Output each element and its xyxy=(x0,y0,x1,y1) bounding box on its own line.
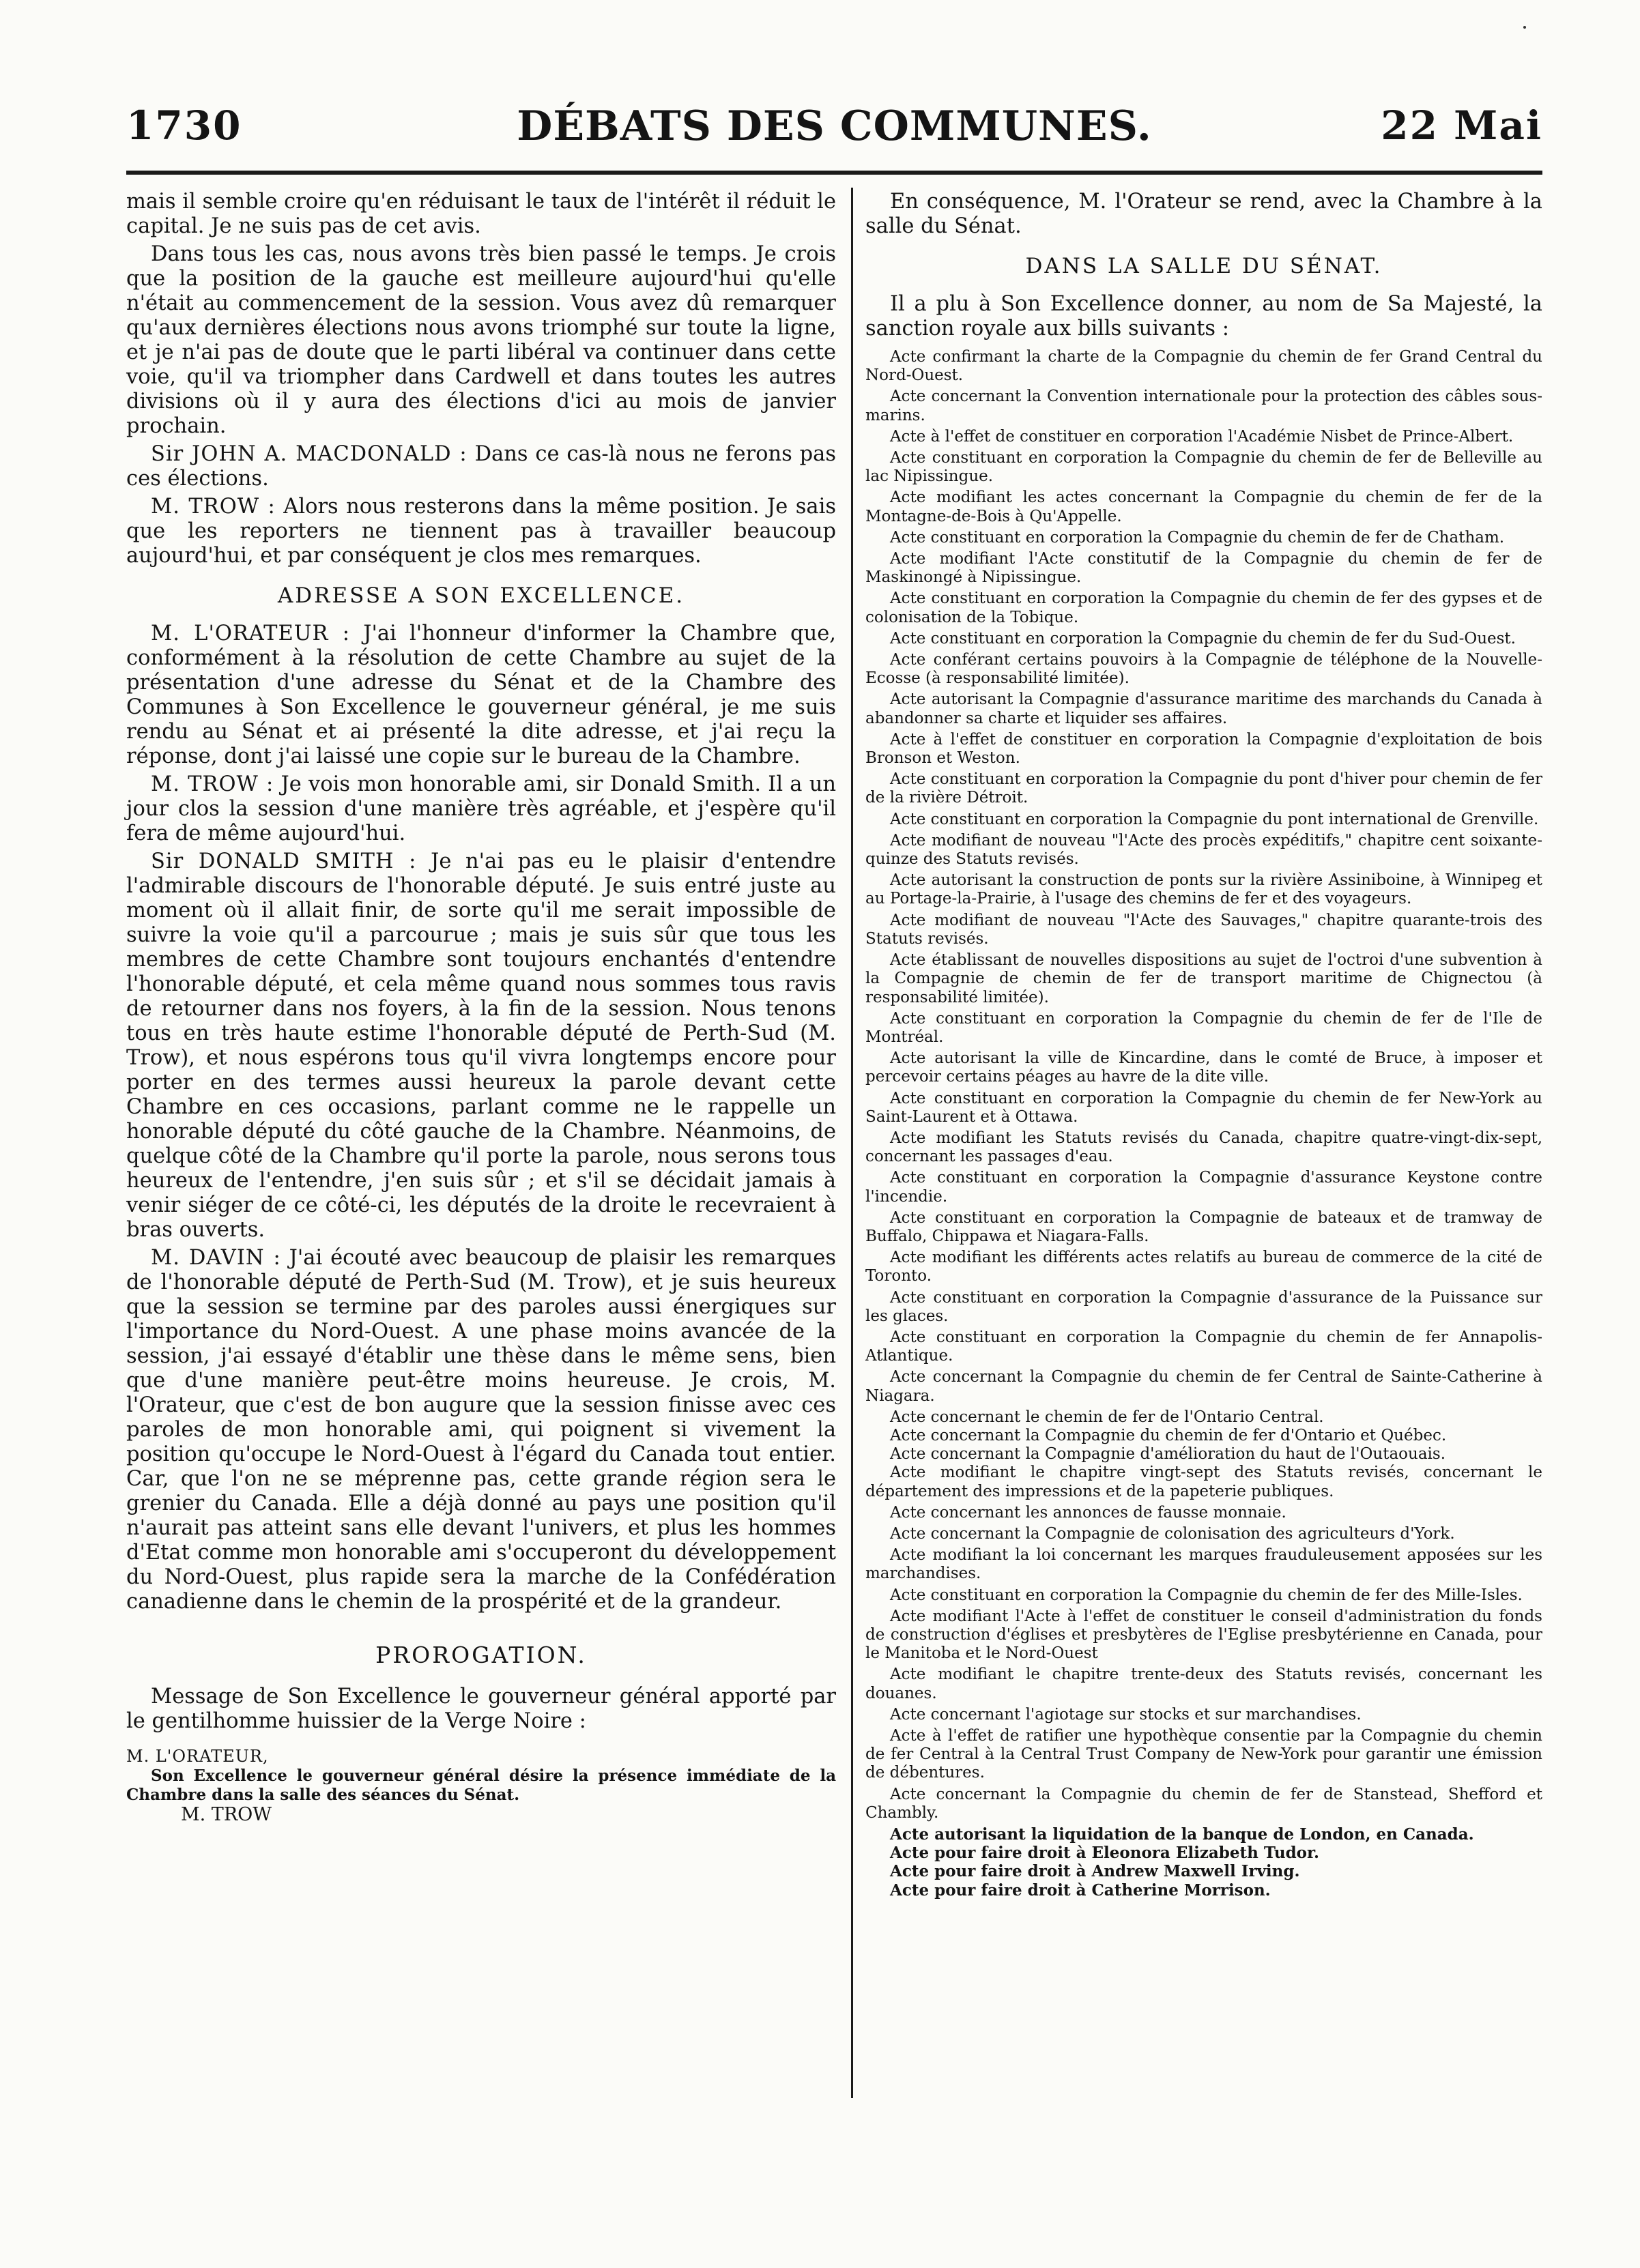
act-item: Acte concernant la Compagnie de colonisation des agriculteurs d'York. xyxy=(890,1524,1455,1543)
act-item: Acte constituant en corporation la Compagnie du chemin de fer du Sud-Ouest. xyxy=(890,629,1516,648)
act-item: Acte pour faire droit à Eleonora Elizabeth Tudor. xyxy=(890,1844,1320,1863)
speech-text: J'ai l'honneur d'informer la Chambre que, conformément à la résolution de cette Chambre au sujet de la présentation d'une adresse du Sénat et de la Chambre des Communes à Son Excellence le gouverneur général, je me suis rendu au Sénat et ai présenté la dite adresse, et j'ai reçu la réponse, dont j'ai laissé une copie sur le bureau de la Chambre. xyxy=(126,622,836,768)
act-item: Acte constituant en corporation la Compagnie du chemin de fer de Belleville au lac Nipissingue. xyxy=(865,449,1542,486)
page-number: 1730 xyxy=(126,102,242,149)
speaker-name: M. L'ORATEUR : xyxy=(151,622,350,645)
message-signature: M. TROW xyxy=(181,1804,272,1825)
act-item: Acte constituant en corporation la Compagnie du chemin de fer de Chatham. xyxy=(890,528,1505,547)
act-item: Acte à l'effet de constituer en corporation l'Académie Nisbet de Prince-Albert. xyxy=(890,427,1514,446)
act-item: Acte modifiant la loi concernant les marques frauduleusement apposées sur les marchandises. xyxy=(865,1546,1542,1583)
act-item: Acte constituant en corporation la Compagnie de bateaux et de tramway de Buffalo, Chippawa et Niagara-Falls. xyxy=(865,1208,1542,1245)
speaker-name: M. TROW : xyxy=(151,772,274,796)
act-item: Acte confirmant la charte de la Compagnie du chemin de fer Grand Central du Nord-Ouest. xyxy=(865,348,1542,385)
act-item: Acte modifiant les actes concernant la Compagnie du chemin de fer de la Montagne-de-Bois à Qu'Appelle. xyxy=(865,489,1542,525)
act-item: Acte pour faire droit à Catherine Morrison. xyxy=(890,1880,1271,1900)
act-item: Acte constituant en corporation la Compagnie du chemin de fer New-York au Saint-Laurent et à Ottawa. xyxy=(865,1089,1542,1126)
page-header xyxy=(126,102,1542,150)
right-column xyxy=(865,190,1542,1900)
act-item: Acte concernant la Compagnie du chemin de fer Central de Sainte-Catherine à Niagara. xyxy=(865,1368,1542,1405)
act-item: Acte établissant de nouvelles dispositions au sujet de l'octroi d'une subvention à la Compagnie de chemin de fer de transport maritime de Chignectou (à responsabilité limitée). xyxy=(865,951,1542,1006)
act-item: Acte modifiant les Statuts revisés du Canada, chapitre quatre-vingt-dix-sept, concernant les passages d'eau. xyxy=(865,1129,1542,1166)
speaker-name: M. TROW : xyxy=(151,495,276,519)
act-item: Acte constituant en corporation la Compagnie d'assurance Keystone contre l'incendie. xyxy=(865,1169,1542,1206)
speaker-name: M. DAVIN : xyxy=(151,1246,281,1270)
section-heading: ADRESSE A SON EXCELLENCE. xyxy=(277,583,685,608)
speech-text: Alors nous resterons dans la même position. Je sais que les reporters ne tiennent pas à travailler beaucoup aujourd'hui, et par conséquent je clos mes remarques. xyxy=(126,495,836,568)
speech xyxy=(126,772,836,846)
page-date: 22 Mai xyxy=(1381,102,1542,149)
speaker-name: Sir DONALD SMITH : xyxy=(151,849,417,873)
act-item: Acte concernant la Compagnie du chemin de fer d'Ontario et Québec. xyxy=(890,1426,1447,1444)
speech xyxy=(126,495,836,568)
act-item: Acte autorisant la Compagnie d'assurance maritime des marchands du Canada à abandonner sa charte et liquider ses affaires. xyxy=(865,690,1542,727)
speaker-name: Sir JOHN A. MACDONALD : xyxy=(151,442,467,466)
act-item: Acte constituant en corporation la Compagnie du pont international de Grenville. xyxy=(890,810,1539,828)
act-item: Acte autorisant la liquidation de la banque de London, en Canada. xyxy=(890,1825,1474,1844)
column-divider xyxy=(851,188,853,2098)
section-heading: PROROGATION. xyxy=(375,1642,587,1668)
act-item: Acte constituant en corporation la Compagnie du chemin de fer Annapolis-Atlantique. xyxy=(865,1328,1542,1365)
act-item: Acte concernant la Compagnie d'amélioration du haut de l'Outaouais. xyxy=(890,1445,1446,1464)
act-item: Acte concernant la Convention internationale pour la protection des câbles sous-marins. xyxy=(865,388,1542,424)
act-item: Acte modifiant de nouveau "l'Acte des procès expéditifs," chapitre cent soixante-quinze des Statuts revisés. xyxy=(865,831,1542,869)
page-mark xyxy=(1523,26,1526,29)
act-item: Acte modifiant le chapitre vingt-sept des Statuts revisés, concernant le département des impressions et de la papeterie publiques. xyxy=(865,1464,1542,1500)
speech-text: Je n'ai pas eu le plaisir d'entendre l'admirable discours de l'honorable député. Je suis entré juste au moment où il allait finir, de sorte qu'il me serait impossible de suivre la voie qu'il a parcourue ; mais je suis sûr que tous les membres de cette Chambre sont toujours enchantés d'entendre l'honorable député, et cela même quand nous sommes tous ravis de retourner dans nos foyers, à la fin de la session. Nous tenons tous en très haute estime l'honorable député de Perth-Sud (M. Trow), et nous espérons tous qu'il vivra longtemps encore pour porter en des termes aussi heureux la parole devant cette Chambre en ces occasions, parlant comme ne le rappelle un honorable député du côté gauche de la Chambre. Néanmoins, de quelque côté de la Chambre qu'il porte la parole, nous serons tous heureux de l'entendre, j'en suis sûr ; et s'il se décidait jamais à venir siéger de ce côté-ci, les députés de la droite le recevraient à bras ouverts. xyxy=(126,849,836,1242)
act-item: Acte à l'effet de constituer en corporation la Compagnie d'exploitation de bois Bronson et Weston. xyxy=(865,730,1542,768)
speech xyxy=(126,849,836,1242)
speech-text: Dans ce cas-là nous ne ferons pas ces élections. xyxy=(126,442,836,491)
acts-list xyxy=(865,348,1542,1900)
paragraph: Dans tous les cas, nous avons très bien passé le temps. Je crois que la position de la gauche est meilleure aujourd'hui qu'elle n'était au commencement de la session. Vous avez dû remarquer qu'aux dernières élections nous avons triomphé sur toute la ligne, et je n'ai pas de doute que le parti libéral va continuer dans cette voie, qu'il va triompher dans Cardwell et dans toutes les autres divisions où il y aura des élections d'ici au mois de janvier prochain. xyxy=(126,242,836,438)
speech xyxy=(126,1246,836,1614)
message-body: Son Excellence le gouverneur général désire la présence immédiate de la Chambre dans la salle des séances du Sénat. xyxy=(126,1767,836,1804)
act-item: Acte modifiant le chapitre trente-deux des Statuts revisés, concernant les douanes. xyxy=(865,1666,1542,1702)
act-item: Acte autorisant la construction de ponts sur la rivière Assiniboine, à Winnipeg et au Portage-la-Prairie, à l'usage des chemins de fer et des voyageurs. xyxy=(865,871,1542,908)
left-column xyxy=(126,190,836,1825)
act-item: Acte pour faire droit à Andrew Maxwell Irving. xyxy=(890,1862,1300,1881)
act-item: Acte constituant en corporation la Compagnie du pont d'hiver pour chemin de fer de la rivière Détroit. xyxy=(865,770,1542,807)
act-item: Acte conférant certains pouvoirs à la Compagnie de téléphone de la Nouvelle-Ecosse (à responsabilité limitée). xyxy=(865,651,1542,688)
speech-text: Je vois mon honorable ami, sir Donald Smith. Il a un jour clos la session d'une manière très agréable, et j'espère qu'il fera de même aujourd'hui. xyxy=(126,772,836,845)
paragraph: Message de Son Excellence le gouverneur général apporté par le gentilhomme huissier de la Verge Noire : xyxy=(126,1685,836,1733)
paragraph: Il a plu à Son Excellence donner, au nom de Sa Majesté, la sanction royale aux bills suivants : xyxy=(865,292,1542,340)
paragraph: mais il semble croire qu'en réduisant le taux de l'intérêt il réduit le capital. Je ne suis pas de cet avis. xyxy=(126,190,836,238)
act-item: Acte modifiant les différents actes relatifs au bureau de commerce de la cité de Toronto. xyxy=(865,1249,1542,1285)
page-title: DÉBATS DES COMMUNES. xyxy=(517,102,1152,150)
act-item: Acte constituant en corporation la Compagnie du chemin de fer de l'Ile de Montréal. xyxy=(865,1009,1542,1046)
speech-text: J'ai écouté avec beaucoup de plaisir les remarques de l'honorable député de Perth-Sud (M. Trow), et je suis heureux que la session se termine par des paroles aussi énergiques sur l'importance du Nord-Ouest. A une phase moins avancée de la session, j'ai essayé d'établir une thèse dans le même sens, bien que d'une manière peut-être moins heureuse. Je crois, M. l'Orateur, que c'est de bon augure que la session finisse avec ces paroles de mon honorable ami, qui poignent si vivement la position qu'occupe le Nord-Ouest à l'égard du Canada tout entier. Car, que l'on ne se méprenne pas, cette grande région sera le grenier du Canada. Elle a déjà donné au pays une position qu'il n'aurait pas atteint sans elle devant l'univers, et plus les hommes d'Etat comme mon honorable ami s'occuperont du développement du Nord-Ouest, plus rapide sera la marche de la Confédération canadienne dans le chemin de la prospérité et de la grandeur. xyxy=(126,1246,836,1614)
act-item: Acte autorisant la ville de Kincardine, dans le comté de Bruce, à imposer et percevoir certains péages au havre de la dite ville. xyxy=(865,1049,1542,1086)
act-item: Acte constituant en corporation la Compagnie du chemin de fer des gypses et de colonisation de la Tobique. xyxy=(865,590,1542,626)
act-item: Acte modifiant l'Acte constitutif de la Compagnie du chemin de fer de Maskinongé à Nipissingue. xyxy=(865,550,1542,587)
speech xyxy=(126,442,836,491)
act-item: Acte à l'effet de ratifier une hypothèque consentie par la Compagnie du chemin de fer Central à la Central Trust Company de New-York pour garantir une émission de débentures. xyxy=(865,1727,1542,1782)
speech xyxy=(126,622,836,769)
header-rule xyxy=(126,171,1542,175)
act-item: Acte modifiant de nouveau "l'Acte des Sauvages," chapitre quarante-trois des Statuts revisés. xyxy=(865,911,1542,948)
act-item: Acte constituant en corporation la Compagnie du chemin de fer des Mille-Isles. xyxy=(890,1586,1523,1604)
act-item: Acte concernant l'agiotage sur stocks et sur marchandises. xyxy=(890,1705,1362,1724)
message-address: M. L'ORATEUR, xyxy=(126,1747,269,1766)
act-item: Acte concernant le chemin de fer de l'Ontario Central. xyxy=(890,1408,1324,1426)
paragraph: En conséquence, M. l'Orateur se rend, avec la Chambre à la salle du Sénat. xyxy=(865,190,1542,238)
act-item: Acte constituant en corporation la Compagnie d'assurance de la Puissance sur les glaces. xyxy=(865,1288,1542,1325)
act-item: Acte concernant les annonces de fausse monnaie. xyxy=(890,1503,1286,1522)
act-item: Acte modifiant l'Acte à l'effet de constituer le conseil d'administration du fonds de construction d'églises et presbytères de l'Eglise presbytérienne en Canada, pour le Manitoba et le Nord-Ouest xyxy=(865,1607,1542,1663)
section-heading: DANS LA SALLE DU SÉNAT. xyxy=(1025,254,1383,278)
act-item: Acte concernant la Compagnie du chemin de fer de Stanstead, Shefford et Chambly. xyxy=(865,1785,1542,1822)
